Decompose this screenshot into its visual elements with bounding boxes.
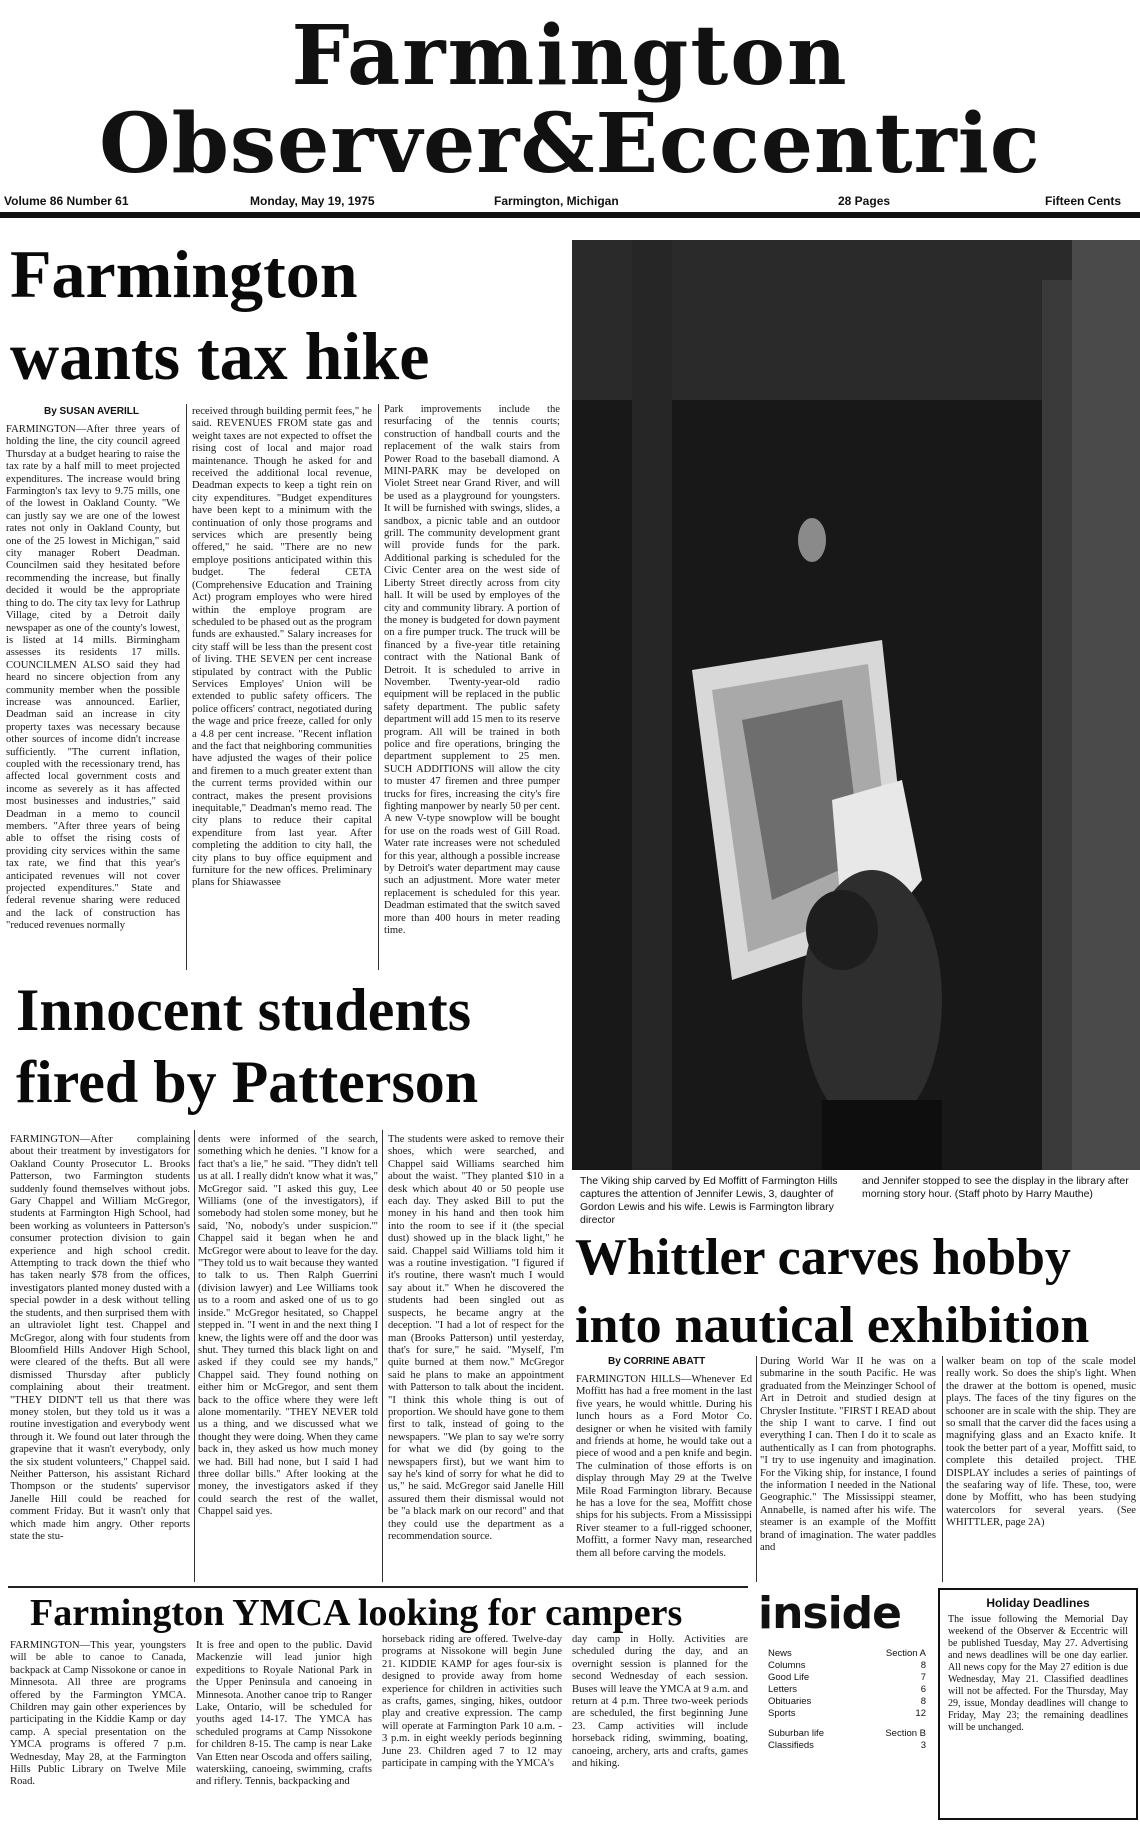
story1-byline: By SUSAN AVERILL bbox=[44, 406, 140, 417]
story3-column-3: walker beam on top of the scale model really work. So does the ship's light. When the drawer at the bottom is opened, music plays. The faces of the tiny figures on the schooner are in scale with the ship. They are so small that the carver did the faces using a magnifying glass and an Exacto knife. It took the better part of a year, Moffitt said, to complete this detailed project. THE DISPLAY includes a series of paintings of the seafaring way of life. These, too, were done by Moffitt, who has been studying watercolors for several years. (See WHITTLER, page 2A) bbox=[946, 1356, 1136, 1529]
story1-column-3: Park improvements include the resurfacing of the tennis courts; construction of handball courts and the replacement of the walk stairs from Power Road to the baseball diamond. A MINI-PARK may be developed on Violet Street near Grand River, and will be used as a playground for youngsters. It will be furnished with swings, slides, a sandbox, a picnic table and an outdoor grill. The community development grant will provide funds for the park. Additional parking is scheduled for the Civic Center area on the west side of Liberty Street directly across from city hall. It will be used by employes of the city and community library. A portion of the money is budgeted for down payment on a fire pumper truck. The truck will be financed by a five-year title retaining contract with the National Bank of Detroit. It is scheduled to arrive in November. Twenty-year-old radio equipment will be replaced in the public safety department. The public safety department will add 15 men to its reserve program. All will be trained in both police and fire operations, bringing the department supplement to 25 men. SUCH ADDITIONS will allow the city to muster 47 firemen and three pumper trucks for fires, increasing the city's fire fighting manpower by nearly 50 per cent. A new V-type snowplow will be bought for use on the roads west of Gill Road. Water rate increases were not scheduled for this year, although a possible increase by Detroit's water department may cause such an adjustment. More water meter replacement is scheduled for this year. Deadman estimated that the switch saved more than 400 hours in meter reading time. bbox=[384, 404, 560, 937]
inside-row-value: 6 bbox=[920, 1684, 926, 1695]
column-divider bbox=[942, 1356, 943, 1582]
masthead bbox=[0, 0, 1140, 200]
holiday-deadlines-box bbox=[938, 1588, 1138, 1820]
story1-headline-line1: Farmington bbox=[10, 236, 358, 312]
inside-row-value: 12 bbox=[915, 1708, 926, 1719]
story3-headline-line1: Whittler carves hobby bbox=[575, 1229, 1071, 1286]
story1-column-2: received through building permit fees," he said. REVENUES FROM state gas and weight taxes are not expected to offset the rising cost of local and major road maintenance. Though he asked for and received the additional local revenue, Deadman expects to keep a tight rein on city expenditures. "Budget expenditures have been kept to a minimum with the continuation of only those programs and services which are presently being offered," he said. "There are no new employe positions anticipated within this budget. The federal CETA (Comprehensive Education and Training Act) program employes who were hired within the employe program are scheduled to be phased out as the program funds are exhausted." Salary increases for city staff will be less than the present cost of living. THE SEVEN per cent increase stipulated by contract with the Public Services Employes' Union will be extended to public safety officers. The police officers' contract, negotiated during the wage and price freeze, called for only a 4.8 per cent increase. "Recent inflation and the fact that neighboring communities have adjusted the wages of their police and firemen to a much greater extent than the current terms provided within our contract, makes the present provisions inequitable," Deadman's memo read. The city plans to reduce their capital expenditure from last year. After completing the addition to city hall, the city plans to buy office equipment and furniture for the new offices. Preliminary plans for Shiawassee bbox=[192, 406, 372, 889]
story1-column-1: FARMINGTON—After three years of holding the line, the city council agreed Thursday at a budget hearing to raise the tax rate by a half mill to meet projected expenditures. The increase would bring Farmington's tax levy to 9.75 mills, one of the lowest in Oakland County. "We can justly say we are one of the lowest rates not only in Oakland County, but one of the 25 lowest in Michigan," said city manager Robert Deadman. Councilmen said they hesitated before recommending the increase, but finally decided it would be the appropriate thing to do. The city tax levy for Lathrup Village, cited by a Detroit daily newspaper as one of the county's lowest, is listed at 14 mills. Birmingham assesses its residents 17 mills. COUNCILMEN ALSO said they had heard no sincere objection from any community member when the possible increase was announced. Earlier, Deadman said an increase in city property taxes was necessary because other sources of income didn't increase sufficiently. "The current inflation, coupled with the recessionary trend, has affected local government costs and income as severely as it has affected most businesses and industries," said Deadman in a memo to council members. "After three years of being able to offset the rising costs of providing city services within the same tax rate, we find that this year's anticipated revenues will not cover projected expenditures." State and federal revenue sharing were reduced and the lack of construction has "reduced revenues normally bbox=[6, 424, 180, 932]
story4-column-1: FARMINGTON—This year, youngsters will be able to canoe to Canada, backpack at Camp Nissokone or canoe in Minnesota. All three are programs offered by the Farmington YMCA. Children may gain other experiences by participating in the Kiddie Kamp or day camp. A special presentation on the YMCA programs is offered 7 p.m. Wednesday, May 28, at the Farmington Hills Public Library on Twelve Mile Road. bbox=[10, 1640, 186, 1788]
story3-column-1: FARMINGTON HILLS—Whenever Ed Moffitt has had a free moment in the last five years, he would whittle. During his lunch hours as a Ford Motor Co. designer or when he visited with family and friends at home, he would take out a piece of wood and a pen knife and begin. The culmination of those efforts is on display through May 29 at the Twelve Mile Road Farmington library. Because he has a love for the sea, Moffitt chose ships for his subjects. From a Mississippi River steamer to a full-rigged schooner, Moffitt, a former Navy man, researched them all before carving the models. bbox=[576, 1374, 752, 1559]
inside-row-label: Sports bbox=[768, 1708, 796, 1719]
holiday-deadlines-title: Holiday Deadlines bbox=[986, 1596, 1090, 1610]
story2-column-3: The students were asked to remove their shoes, which were searched, and Chappel said Williams searched him about the waist. "They planted $10 in a desk which about 40 or 50 people use each day. They asked Bill to put the money in his hand and then took him into the room to see if it (the special dust) showed up in the black light," he said. Chappel said Williams told him it was a routine investigation. "I figured if it's routine, there wasn't much I would say about it." When he discovered the students had been singled out as suspects, he became angry at the deception. "I had a lot of respect for the man (Brooks Patterson) until yesterday, that's for sure," he said. "Myself, I'm quite burned at them now." McGregor said he plans to make an appointment with Patterson to talk about the incident. "I think this whole thing is out of proportion. We should have gone to them first to talk, instead of going to the newspapers. "We plan to say we're sorry for what we did (by going to the newspapers first), but we want him to say he's kind of sorry for what he did to us," he said. McGregor said Janelle Hill assured them their dismissal would not be "a black mark on our record" and that they could use the department as a recommendation source. bbox=[388, 1134, 564, 1542]
issue-location: Farmington, Michigan bbox=[494, 194, 619, 208]
issue-info-bar bbox=[0, 194, 1140, 212]
inside-row bbox=[768, 1672, 926, 1684]
story4-column-4: day camp in Holly. Activities are scheduled during the day, and an overnight session is planned for the second Wednesday of each session. Buses will leave the YMCA at 9 a.m. and return at 4 p.m. Three two-week periods are scheduled, the first beginning June 23. Camp activities will include horseback riding, swimming, boating, canoeing, archery, arts and crafts, games and hiking. bbox=[572, 1634, 748, 1770]
viking-ship-photo bbox=[572, 240, 1140, 1170]
inside-index bbox=[758, 1588, 930, 1800]
inside-row-label: News bbox=[768, 1648, 792, 1659]
story2-headline-line2: fired by Patterson bbox=[16, 1049, 479, 1115]
price: Fifteen Cents bbox=[1045, 194, 1122, 208]
inside-row-value: Section A bbox=[885, 1648, 926, 1659]
inside-row bbox=[768, 1696, 926, 1708]
column-divider bbox=[194, 1130, 195, 1582]
story4-column-3: horseback riding are offered. Twelve-day programs at Nissokone will begin June 21. KIDDIE KAMP for ages four-six is designed to provide away from home experience for children in activities such as crafts, games, singing, hikes, outdoor play and creative expression. The camp will operate at Farmington Park 10 a.m. - 3 p.m. in eight weekly periods beginning June 23. Children aged 7 to 12 may participate in camping with the YMCA's bbox=[382, 1634, 562, 1770]
story1-headline-line2: wants tax hike bbox=[10, 318, 430, 394]
inside-row-label: Columns bbox=[768, 1660, 806, 1671]
inside-row bbox=[768, 1648, 926, 1660]
holiday-deadlines-text: The issue following the Memorial Day weekend of the Observer & Eccentric will be published Tuesday, May 27. Advertising and news deadlines will be one day earlier. All news copy for the May 27 edition is due Wednesday, May 21. Classified deadlines will not be affected. For the Thursday, May 29, issue, Monday deadlines will change to Friday, May 23; the remaining deadlines will be unchanged. bbox=[948, 1614, 1128, 1733]
inside-row bbox=[768, 1728, 926, 1740]
photo-caption-right: and Jennifer stopped to see the display in the library after morning story hour. (Staff photo by Harry Mauthe) bbox=[862, 1175, 1129, 1200]
inside-row bbox=[768, 1684, 926, 1696]
photo-caption-left: The Viking ship carved by Ed Moffitt of Farmington Hills captures the attention of Jennifer Lewis, 3, daughter of Gordon Lewis and his wife. Lewis is Farmington library director bbox=[580, 1175, 838, 1226]
inside-table bbox=[768, 1648, 926, 1752]
inside-row-label: Classifieds bbox=[768, 1740, 814, 1751]
masthead-title-line2: Observer&Eccentric bbox=[99, 96, 1041, 192]
inside-row-value: Section B bbox=[885, 1728, 926, 1739]
inside-row-value: 3 bbox=[920, 1740, 926, 1751]
inside-row-label: Letters bbox=[768, 1684, 798, 1695]
page-count: 28 Pages bbox=[838, 194, 891, 208]
column-divider bbox=[186, 404, 187, 970]
story3-column-2: During World War II he was on a submarine in the south Pacific. He was graduated from the Meinzinger School of Art in Detroit and studied design at Chrysler Institute. "FIRST I READ about the ship I want to carve. I find out everything I can. Then I do it to scale as authentically as I can from photographs. "I try to use ingenuity and imagination. For the Viking ship, for instance, I found the information I needed in the National Geographic." The Mississippi steamer, Annabelle, is named after his wife. The steamer is an example of the Moffitt brand of imagination. The water paddles and bbox=[760, 1356, 936, 1554]
story3-headline-line2: into nautical exhibition bbox=[575, 1297, 1090, 1354]
story2-column-1: FARMINGTON—After complaining about their treatment by investigators for Oakland County Prosecutor L. Brooks Patterson, two Farmington students suddenly found themselves without jobs. Gary Chappel and William McGregor, students at Farmington High School, had been working as volunteers in Patterson's consumer protection division to gain experience and high school credit. Attempting to track down the thief who has taken nearly $78 from the offices, investigators planted money dusted with a special powder in a desk without telling the students, and then surprised them with an ultraviolet light test. Chappel and McGregor, along with four students from Bloomfield Hills Andover High School, were cleared of the thefts. But all were dismissed Thursday after publicly complaining about their treatment. "THEY DIDN'T tell us that there was money stolen, but they told us it was a routine investigation and everybody went through it. We found out later through the grapevine that it wasn't everybody, only the six student volunteers," Chappel said. Neither Patterson, his assistant Richard Thompson or the students' supervisor Janelle Hill could be reached for comment Friday. But it wasn't only that which made him angry. Other reports state the stu- bbox=[10, 1134, 190, 1542]
story3-byline: By CORRINE ABATT bbox=[608, 1356, 706, 1367]
masthead-rule bbox=[0, 212, 1140, 218]
inside-row-label: Suburban life bbox=[768, 1728, 824, 1739]
inside-row-label: Obituaries bbox=[768, 1696, 812, 1707]
inside-row bbox=[768, 1708, 926, 1720]
volume-number: Volume 86 Number 61 bbox=[4, 194, 129, 208]
masthead-title-line1: Farmington bbox=[291, 8, 849, 104]
column-divider bbox=[382, 1130, 383, 1582]
story2-column-2: dents were informed of the search, something which he denies. "I know for a fact that's a lie," he said. "They didn't tell us at all. I really didn't know what it was," McGregor said. "I asked this guy, Lee Williams (one of the investigators), if somebody had stolen some money, but he said, 'No, nobody's under suspicion.'" Chappel said it began when he and McGregor were about to leave for the day. "They told us to wait because they wanted to talk to us. Then Ralph Guerrini (division lawyer) and Lee Williams took us to a room and asked one of us to go inside." McGregor hesitated, so Chappel stepped in. "I went in and the next thing I knew, the lights were off and the door was shut. They turned this black light on and asked if they could see my hands," Chappel said. They found nothing on either him or McGregor, and sent them back to the office where they were left alone momentarily. "THEY NEVER told us a thing, and we discussed what we thought they were doing. When they came back in, they asked us how much money we had. Bill had none, but I said I had three dollar bills." After looking at the money, the investigators asked if they could search the rest of the wallet, Chappel said yes. bbox=[198, 1134, 378, 1518]
story2-headline-line1: Innocent students bbox=[16, 977, 472, 1043]
issue-date: Monday, May 19, 1975 bbox=[250, 194, 375, 208]
inside-row bbox=[768, 1660, 926, 1672]
inside-row-value: 8 bbox=[920, 1660, 926, 1671]
column-divider bbox=[756, 1356, 757, 1582]
story4-headline: Farmington YMCA looking for campers bbox=[30, 1592, 683, 1634]
photo-graphic bbox=[572, 240, 1140, 1170]
inside-row bbox=[768, 1740, 926, 1752]
story4-column-2: It is free and open to the public. David Mackenzie will lead junior high expeditions to Royale National Park in the Upper Peninsula and canoeing in Minnesota. Another canoe trip to Ranger Lake, Ontario, will be scheduled for youths aged 14-17. The YMCA has scheduled programs at Camp Nissokone for children 8-15. The camp is near Lake Van Etten near Oscoda and offers sailing, waterskiing, canoeing, swimming, crafts and riflery. Tennis, backpacking and bbox=[196, 1640, 372, 1788]
section-rule bbox=[8, 1586, 748, 1588]
column-divider bbox=[378, 404, 379, 970]
inside-row-label: Good Life bbox=[768, 1672, 810, 1683]
inside-logo: inside bbox=[758, 1588, 902, 1639]
inside-row-value: 8 bbox=[920, 1696, 926, 1707]
inside-row-value: 7 bbox=[920, 1672, 926, 1683]
